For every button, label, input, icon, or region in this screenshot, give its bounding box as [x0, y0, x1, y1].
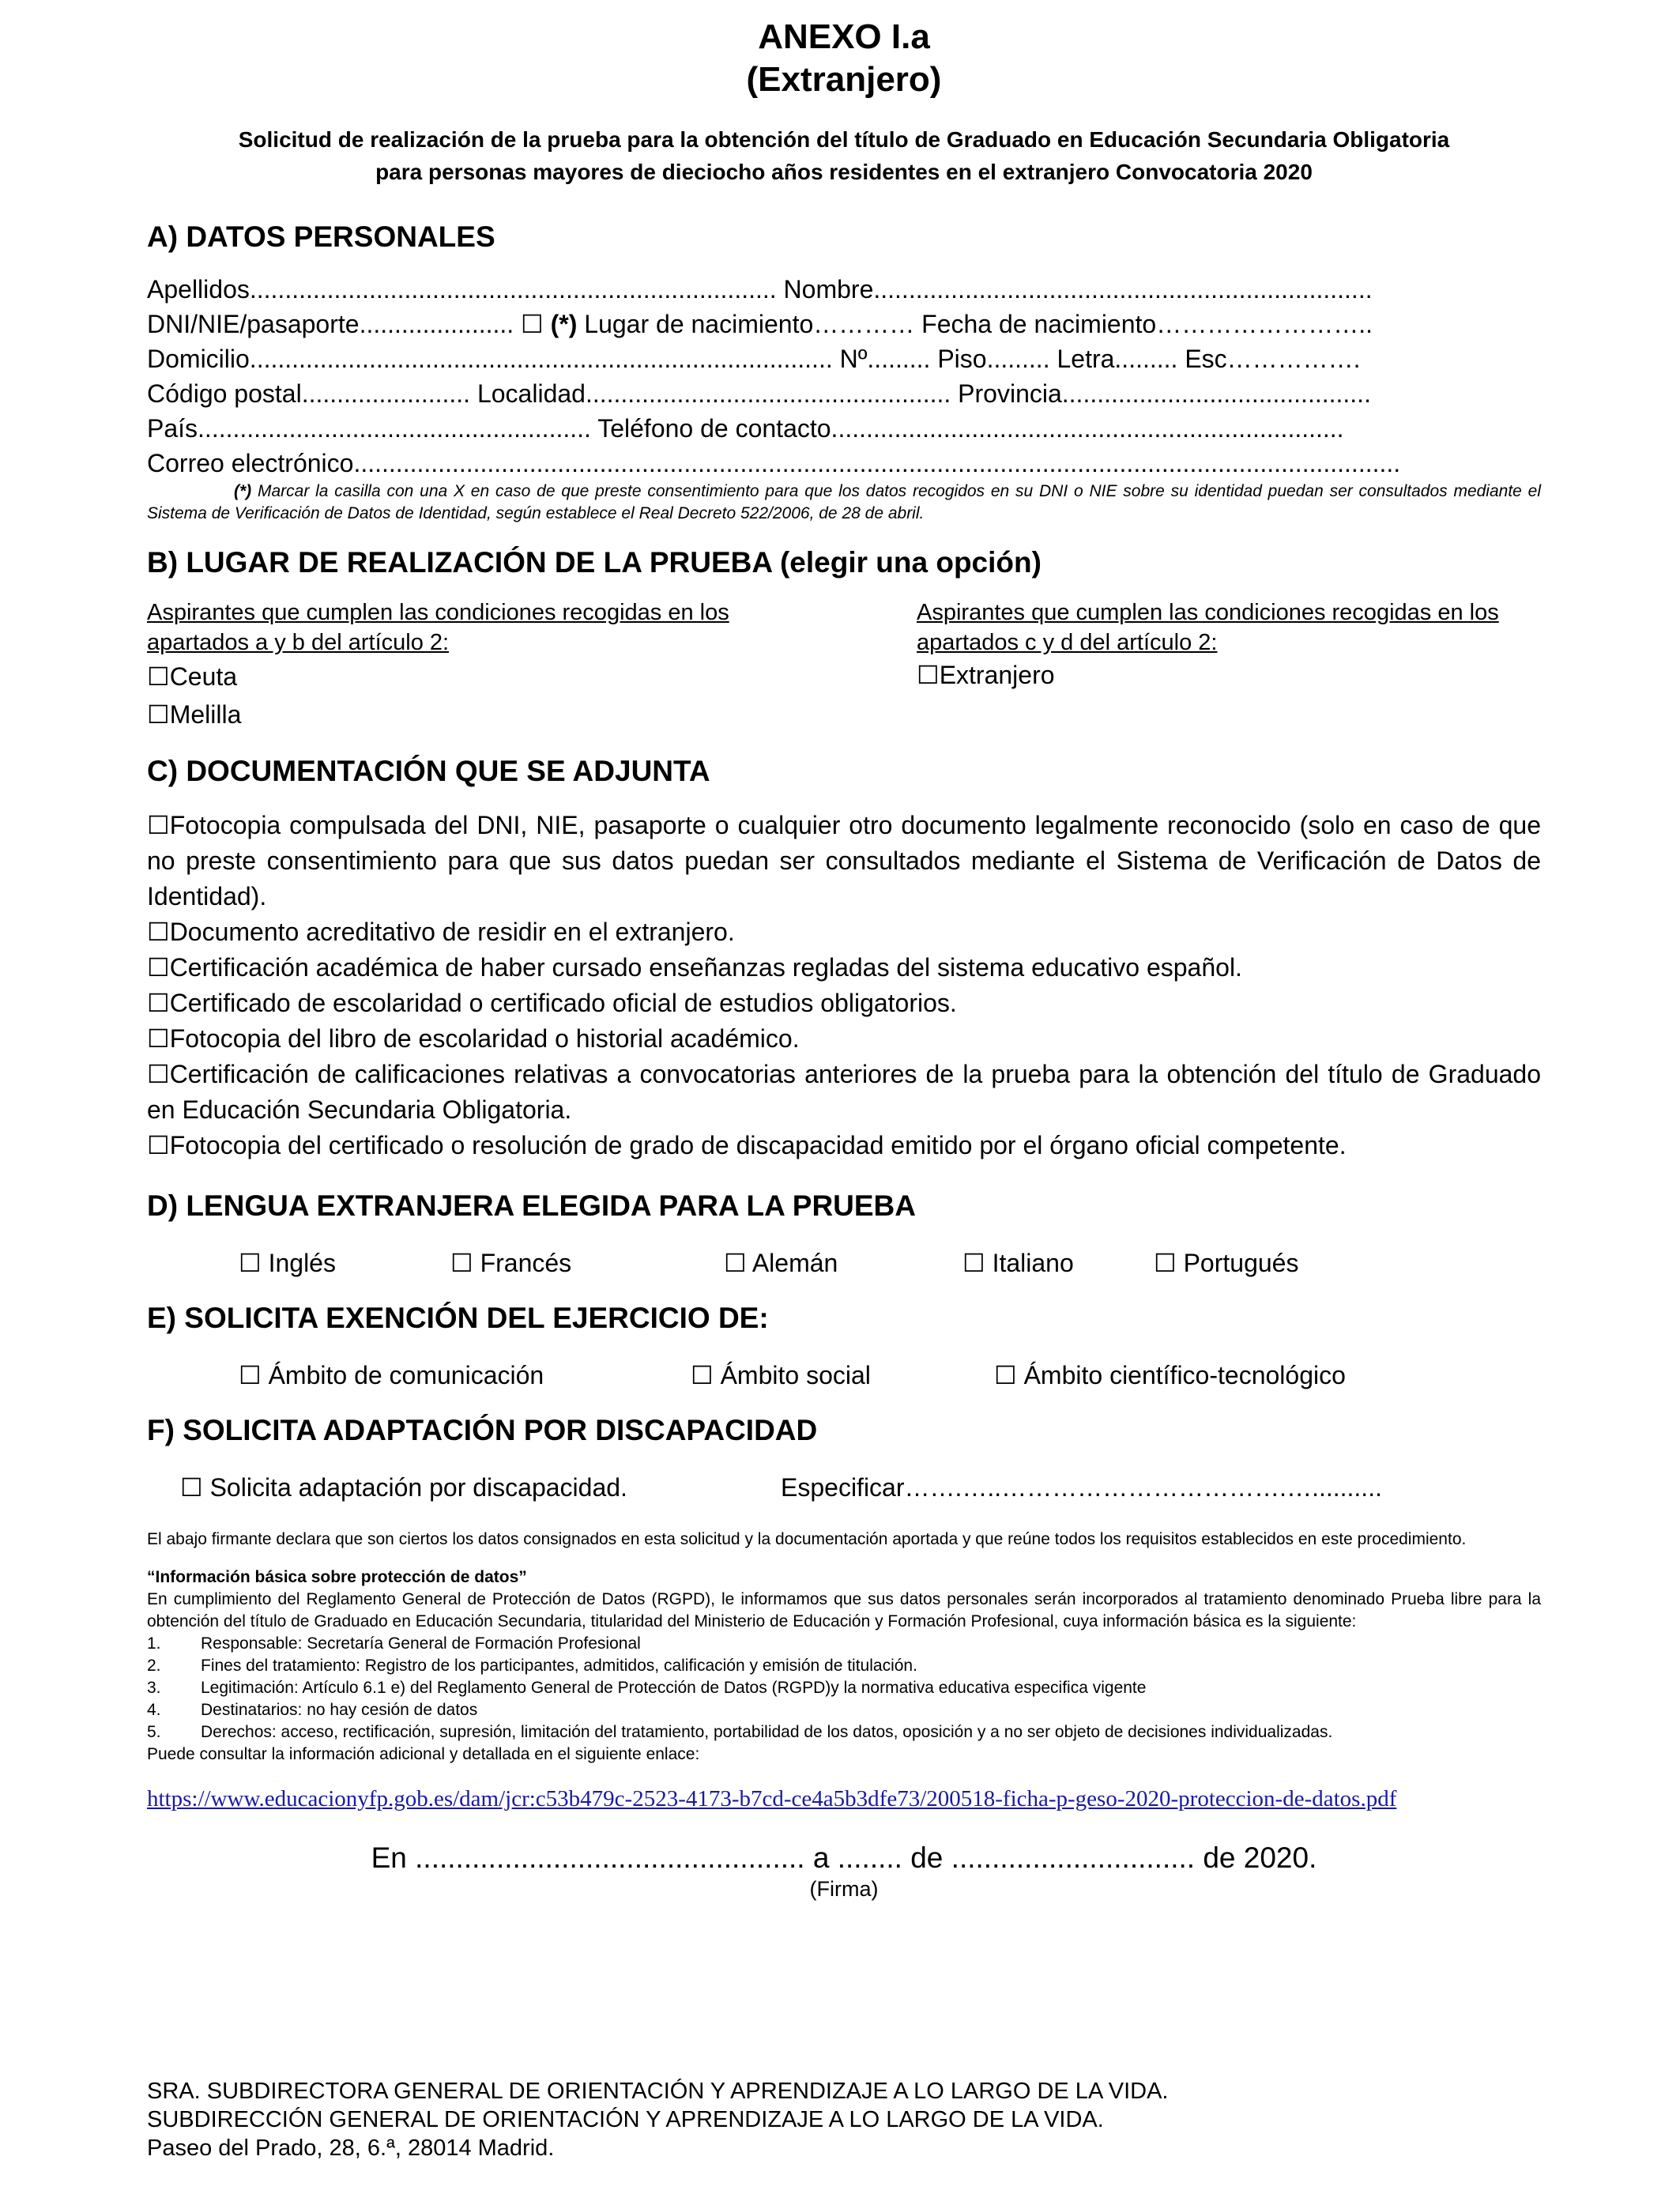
- doc-item-disability-cert[interactable]: ☐Fotocopia del certificado o resolución de grado de discapacidad emitido por el órgano oficial competente.: [147, 1131, 1347, 1159]
- signature-place-date[interactable]: En ................................................ a ........ de .............................. de 2020.: [371, 1842, 1317, 1874]
- section-a-heading: A) DATOS PERSONALES: [147, 221, 495, 253]
- data-protection-item: [147, 1699, 1541, 1721]
- language-option-frances[interactable]: ☐ Francés: [450, 1249, 572, 1277]
- declaration-text: El abajo firmante declara que son ciertos los datos consignados en esta solicitud y la documentación aportada y que reúne todos los requisitos establecidos en este procedimiento.: [147, 1530, 1467, 1548]
- subtitle-line-1: Solicitud de realización de la prueba para la obtención del título de Graduado en Educación Secundaria Obligatoria: [238, 127, 1450, 152]
- exemption-options: [147, 1358, 1541, 1393]
- document-page: [147, 16, 1541, 1902]
- location-left-title: Aspirantes que cumplen las condiciones recogidas en los apartados a y b del artículo 2:: [147, 600, 729, 655]
- recipient-line-1: SRA. SUBDIRECTORA GENERAL DE ORIENTACIÓN Y APRENDIZAJE A LO LARGO DE LA VIDA.: [147, 2079, 1169, 2104]
- section-f-heading: F) SOLICITA ADAPTACIÓN POR DISCAPACIDAD: [147, 1414, 818, 1446]
- doc-item-previous-grades[interactable]: ☐Certificación de calificaciones relativas a convocatorias anteriores de la prueba para la obtención del título de Graduado en Educación Secundaria Obligatoria.: [147, 1060, 1541, 1124]
- doc-item-school-record[interactable]: ☐Fotocopia del libro de escolaridad o historial académico.: [147, 1024, 800, 1053]
- consent-asterisk: (*): [550, 310, 578, 338]
- recipient-line-2: SUBDIRECCIÓN GENERAL DE ORIENTACIÓN Y APRENDIZAJE A LO LARGO DE LA VIDA.: [147, 2107, 1104, 2132]
- item-number: 2.: [147, 1657, 161, 1675]
- postal-locality-field[interactable]: Código postal........................ Localidad.................................................... Provincia............................................: [147, 379, 1371, 408]
- data-protection-item: [147, 1655, 1541, 1677]
- id-birth-field[interactable]: [147, 307, 1541, 341]
- option-extranjero[interactable]: ☐Extranjero: [917, 661, 1055, 689]
- consent-checkbox[interactable]: ☐: [521, 309, 544, 339]
- item-text: Responsable: Secretaría General de Formación Profesional: [201, 1634, 641, 1653]
- language-options: [147, 1246, 1541, 1280]
- data-protection-link-row: [147, 1786, 1541, 1812]
- option-ceuta[interactable]: ☐Ceuta: [147, 662, 238, 691]
- data-protection-item: [147, 1721, 1541, 1744]
- language-option-portugues[interactable]: ☐ Portugués: [1154, 1249, 1299, 1277]
- language-option-italiano[interactable]: ☐ Italiano: [962, 1249, 1074, 1277]
- disability-specify-field[interactable]: Especificar…….…..…………………………….…..........: [781, 1473, 1382, 1502]
- note-text: Marcar la casilla con una X en caso de que preste consentimiento para que los datos recogidos en su DNI o NIE sobre su identidad puedan ser consultados mediante el Sistema de Verificación de Datos de Identidad, según establece el Real Decreto 522/2006, de 28 de abril.: [147, 482, 1541, 522]
- id-document-field[interactable]: DNI/NIE/pasaporte......................: [147, 310, 514, 338]
- attached-documents-list: [147, 808, 1541, 1163]
- option-melilla[interactable]: ☐Melilla: [147, 700, 242, 729]
- section-d-heading: D) LENGUA EXTRANJERA ELEGIDA PARA LA PRUEBA: [147, 1189, 917, 1222]
- item-number: 1.: [147, 1634, 161, 1653]
- doc-item-schooling-cert[interactable]: ☐Certificado de escolaridad o certificado oficial de estudios obligatorios.: [147, 989, 957, 1017]
- country-phone-field[interactable]: País........................................................ Teléfono de contacto.........................................................................: [147, 414, 1344, 443]
- data-protection-intro: En cumplimiento del Reglamento General de Protección de Datos (RGPD), le informamos que sus datos personales serán incorporados al tratamiento denominado Prueba libre para la obtención del título de Graduado en Educación Secundaria, titularidad del Ministerio de Educación y Formación Profesional, cuya información básica es la siguiente:: [147, 1590, 1541, 1630]
- item-text: Derechos: acceso, rectificación, supresión, limitación del tratamiento, portabilidad de los datos, oposición y a no ser objeto de decisiones individualizadas.: [201, 1723, 1333, 1741]
- item-number: 5.: [147, 1723, 161, 1741]
- section-b-heading: B) LUGAR DE REALIZACIÓN DE LA PRUEBA (elegir una opción): [147, 546, 1042, 579]
- personal-data-form: [147, 272, 1541, 481]
- language-option-ingles[interactable]: ☐ Inglés: [239, 1249, 336, 1277]
- doc-item-residence[interactable]: ☐Documento acreditativo de residir en el extranjero.: [147, 918, 735, 946]
- location-column-left: [147, 598, 779, 733]
- section-e-heading: E) SOLICITA EXENCIÓN DEL EJERCICIO DE:: [147, 1302, 769, 1334]
- address-field[interactable]: Domicilio................................................................................... Nº......... Piso......... Letra......... Esc…………….: [147, 345, 1361, 373]
- recipient-line-3: Paseo del Prado, 28, 6.ª, 28014 Madrid.: [147, 2136, 555, 2161]
- email-field[interactable]: Correo electrónico.....................................................................................................................................................: [147, 449, 1401, 477]
- subtitle-line-2: para personas mayores de dieciocho años residentes en el extranjero Convocatoria 2020: [375, 160, 1313, 184]
- item-text: Destinatarios: no hay cesión de datos: [201, 1701, 478, 1719]
- doc-item-id-copy[interactable]: ☐Fotocopia compulsada del DNI, NIE, pasaporte o cualquier otro documento legalmente reconocido (solo en caso de que no preste consentimiento para que sus datos puedan ser consultados mediante el Sistema de Verificación de Datos de Identidad).: [147, 811, 1541, 910]
- exemption-option-science-tech[interactable]: ☐ Ámbito científico-tecnológico: [994, 1361, 1346, 1389]
- section-c-heading: C) DOCUMENTACIÓN QUE SE ADJUNTA: [147, 755, 710, 787]
- data-protection-outro: Puede consultar la información adicional y detallada en el siguiente enlace:: [147, 1745, 700, 1763]
- disability-adaptation-row: [147, 1470, 1541, 1505]
- document-title-sub: (Extranjero): [746, 60, 942, 99]
- doc-item-academic-cert[interactable]: ☐Certificación académica de haber cursado enseñanzas regladas del sistema educativo español.: [147, 953, 1242, 982]
- data-protection-title: “Información básica sobre protección de datos”: [147, 1568, 527, 1586]
- exemption-option-communication[interactable]: ☐ Ámbito de comunicación: [239, 1361, 544, 1389]
- document-title: ANEXO I.a: [758, 17, 930, 56]
- item-number: 3.: [147, 1679, 161, 1697]
- exam-location-options: [147, 598, 1541, 733]
- note-asterisk: (*): [234, 482, 252, 500]
- data-protection-item: [147, 1633, 1541, 1655]
- signature-label: (Firma): [809, 1877, 879, 1901]
- data-protection-item: [147, 1677, 1541, 1699]
- recipient-address: [147, 2077, 1168, 2162]
- birth-place-date-field[interactable]: Lugar de nacimiento………… Fecha de nacimiento……………………..: [577, 310, 1373, 338]
- item-text: Legitimación: Artículo 6.1 e) del Reglamento General de Protección de Datos (RGPD)y la normativa educativa especifica vigente: [201, 1679, 1147, 1697]
- location-column-right: [917, 598, 1541, 733]
- disability-adaptation-option[interactable]: ☐ Solicita adaptación por discapacidad.: [180, 1473, 627, 1502]
- surname-name-field[interactable]: Apellidos........................................................................... Nombre.......................................................................: [147, 275, 1373, 303]
- location-right-title: Aspirantes que cumplen las condiciones recogidas en los apartados c y d del artículo 2:: [917, 600, 1499, 655]
- item-text: Fines del tratamiento: Registro de los participantes, admitidos, calificación y emisión de titulación.: [201, 1657, 917, 1675]
- data-protection-link[interactable]: https://www.educacionyfp.gob.es/dam/jcr:c53b479c-2523-4173-b7cd-ce4a5b3dfe73/200518-ficha-p-geso-2020-proteccion-de-datos.pdf: [147, 1786, 1397, 1811]
- exemption-option-social[interactable]: ☐ Ámbito social: [691, 1361, 871, 1389]
- document-subtitle: [147, 123, 1541, 188]
- consent-note: [147, 481, 1541, 525]
- data-protection-block: [147, 1566, 1541, 1766]
- item-number: 4.: [147, 1701, 161, 1719]
- language-option-aleman[interactable]: ☐ Alemán: [724, 1249, 838, 1277]
